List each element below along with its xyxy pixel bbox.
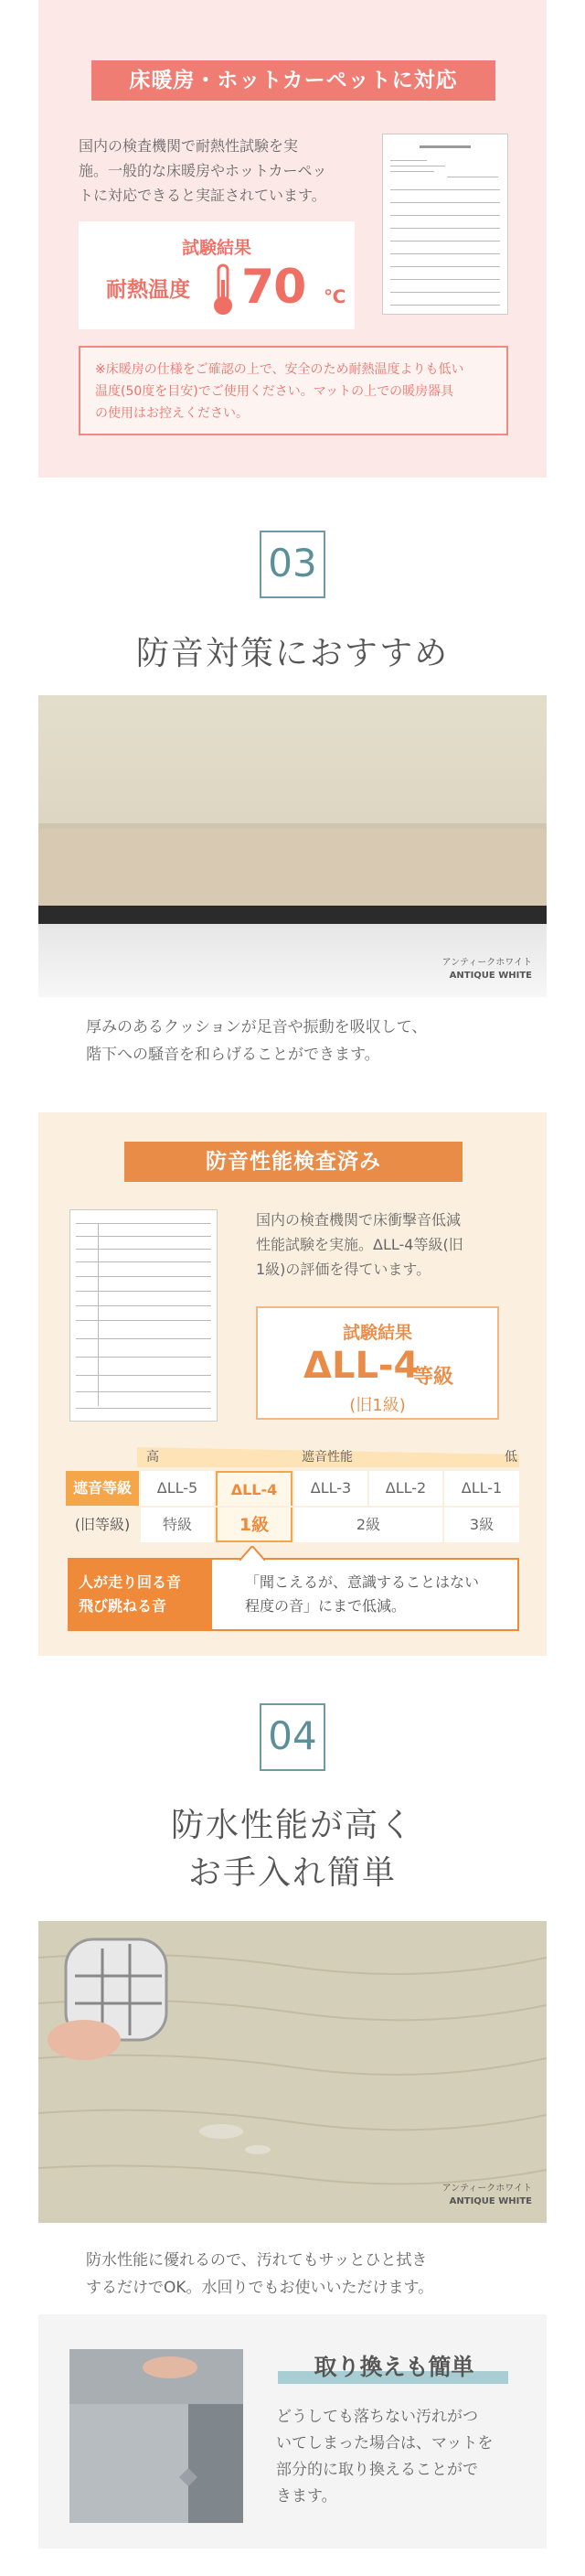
- noise-reduction-text: 「聞こえるが、意識することはない 程度の音」にまで低減。: [210, 1558, 519, 1631]
- section03-heading: 防音対策におすすめ: [135, 635, 450, 672]
- table-cell-dll2: ΔLL-2: [369, 1471, 442, 1506]
- sound-test-document-image: [69, 1209, 218, 1422]
- replace-description: どうしても落ちない汚れがつ いてしまった場合は、マットを 部分的に取り換えることがで きます。: [276, 2408, 494, 2506]
- heat-test-label: 耐熱温度: [106, 278, 190, 302]
- sound-result-title: 試験結果: [342, 1323, 412, 1343]
- table-cell-grade1-highlight: 1級: [216, 1508, 292, 1542]
- section04-caption: アンティークホワイト ANTIQUE WHITE: [441, 2184, 532, 2206]
- scale-low-label: 低: [505, 1450, 517, 1465]
- section-number-04: 04: [260, 1703, 325, 1771]
- heat-test-result-box: [79, 221, 355, 329]
- table-cell-special: 特級: [141, 1508, 214, 1542]
- scale-high-label: 高: [146, 1450, 159, 1465]
- heat-test-unit: ℃: [324, 285, 346, 307]
- cushion-mat-photo: [38, 695, 547, 997]
- section03-description: 厚みのあるクッションが足音や振動を吸収して、 階下への騒音を和らげることができます。: [86, 1018, 428, 1064]
- heat-test-title: 試験結果: [181, 238, 251, 258]
- heat-description: 国内の検査機関で耐熱性試験を実 施。一般的な床暖房やホットカーペッ トに対応できると実証されています。: [79, 137, 327, 204]
- sound-test-result-box: [256, 1306, 499, 1420]
- replace-mat-photo: [69, 2349, 243, 2523]
- section04-heading: 防水性能が高く お手入れ簡単: [170, 1807, 414, 1892]
- thermometer-icon: [210, 263, 236, 318]
- table-cell-grade2: 2級: [294, 1508, 442, 1542]
- table-cell-dll1: ΔLL-1: [444, 1471, 519, 1506]
- sound-test-description: 国内の検査機関で床衝撃音低減 性能試験を実施。ΔLL-4等級(旧 1級)の評価を得ています。: [256, 1211, 463, 1278]
- heat-caution-note: ※床暖房の仕様をご確認の上で、安全のため耐熱温度よりも低い 温度(50度を目安)でご使用ください。マットの上での暖房器具 の使用はお控えください。: [79, 346, 508, 435]
- table-row2-label: (旧等級): [66, 1508, 139, 1542]
- section-number-03: 03: [260, 531, 325, 598]
- replace-heading: 取り換えも簡単: [314, 2354, 474, 2380]
- heat-banner: 床暖房・ホットカーペットに対応: [91, 60, 495, 101]
- sound-result-old-grade: (旧1級): [349, 1396, 406, 1415]
- heat-test-value: 70: [241, 260, 306, 315]
- table-cell-dll5: ΔLL-5: [141, 1471, 214, 1506]
- table-cell-grade3: 3級: [444, 1508, 519, 1542]
- sound-result-value: ΔLL-4: [303, 1345, 420, 1387]
- heat-test-document-image: [382, 134, 508, 315]
- section04-description: 防水性能に優れるので、汚れてもサッとひと拭き するだけでOK。水回りでもお使いいただけます。: [86, 2251, 434, 2297]
- table-cell-dll3: ΔLL-3: [294, 1471, 367, 1506]
- table-row1-label: 遮音等級: [66, 1471, 139, 1506]
- sound-test-banner: 防音性能検査済み: [124, 1142, 463, 1182]
- noise-type-label: 人が走り回る音 飛び跳ねる音: [68, 1558, 210, 1631]
- section03-caption: アンティークホワイト ANTIQUE WHITE: [441, 958, 532, 981]
- scale-title: 遮音性能: [302, 1450, 353, 1465]
- table-cell-dll4-highlight: ΔLL-4: [216, 1471, 292, 1506]
- sound-result-grade: 等級: [413, 1366, 454, 1389]
- wiping-mat-photo: [38, 1921, 547, 2223]
- pointer-arrow: [239, 1546, 265, 1561]
